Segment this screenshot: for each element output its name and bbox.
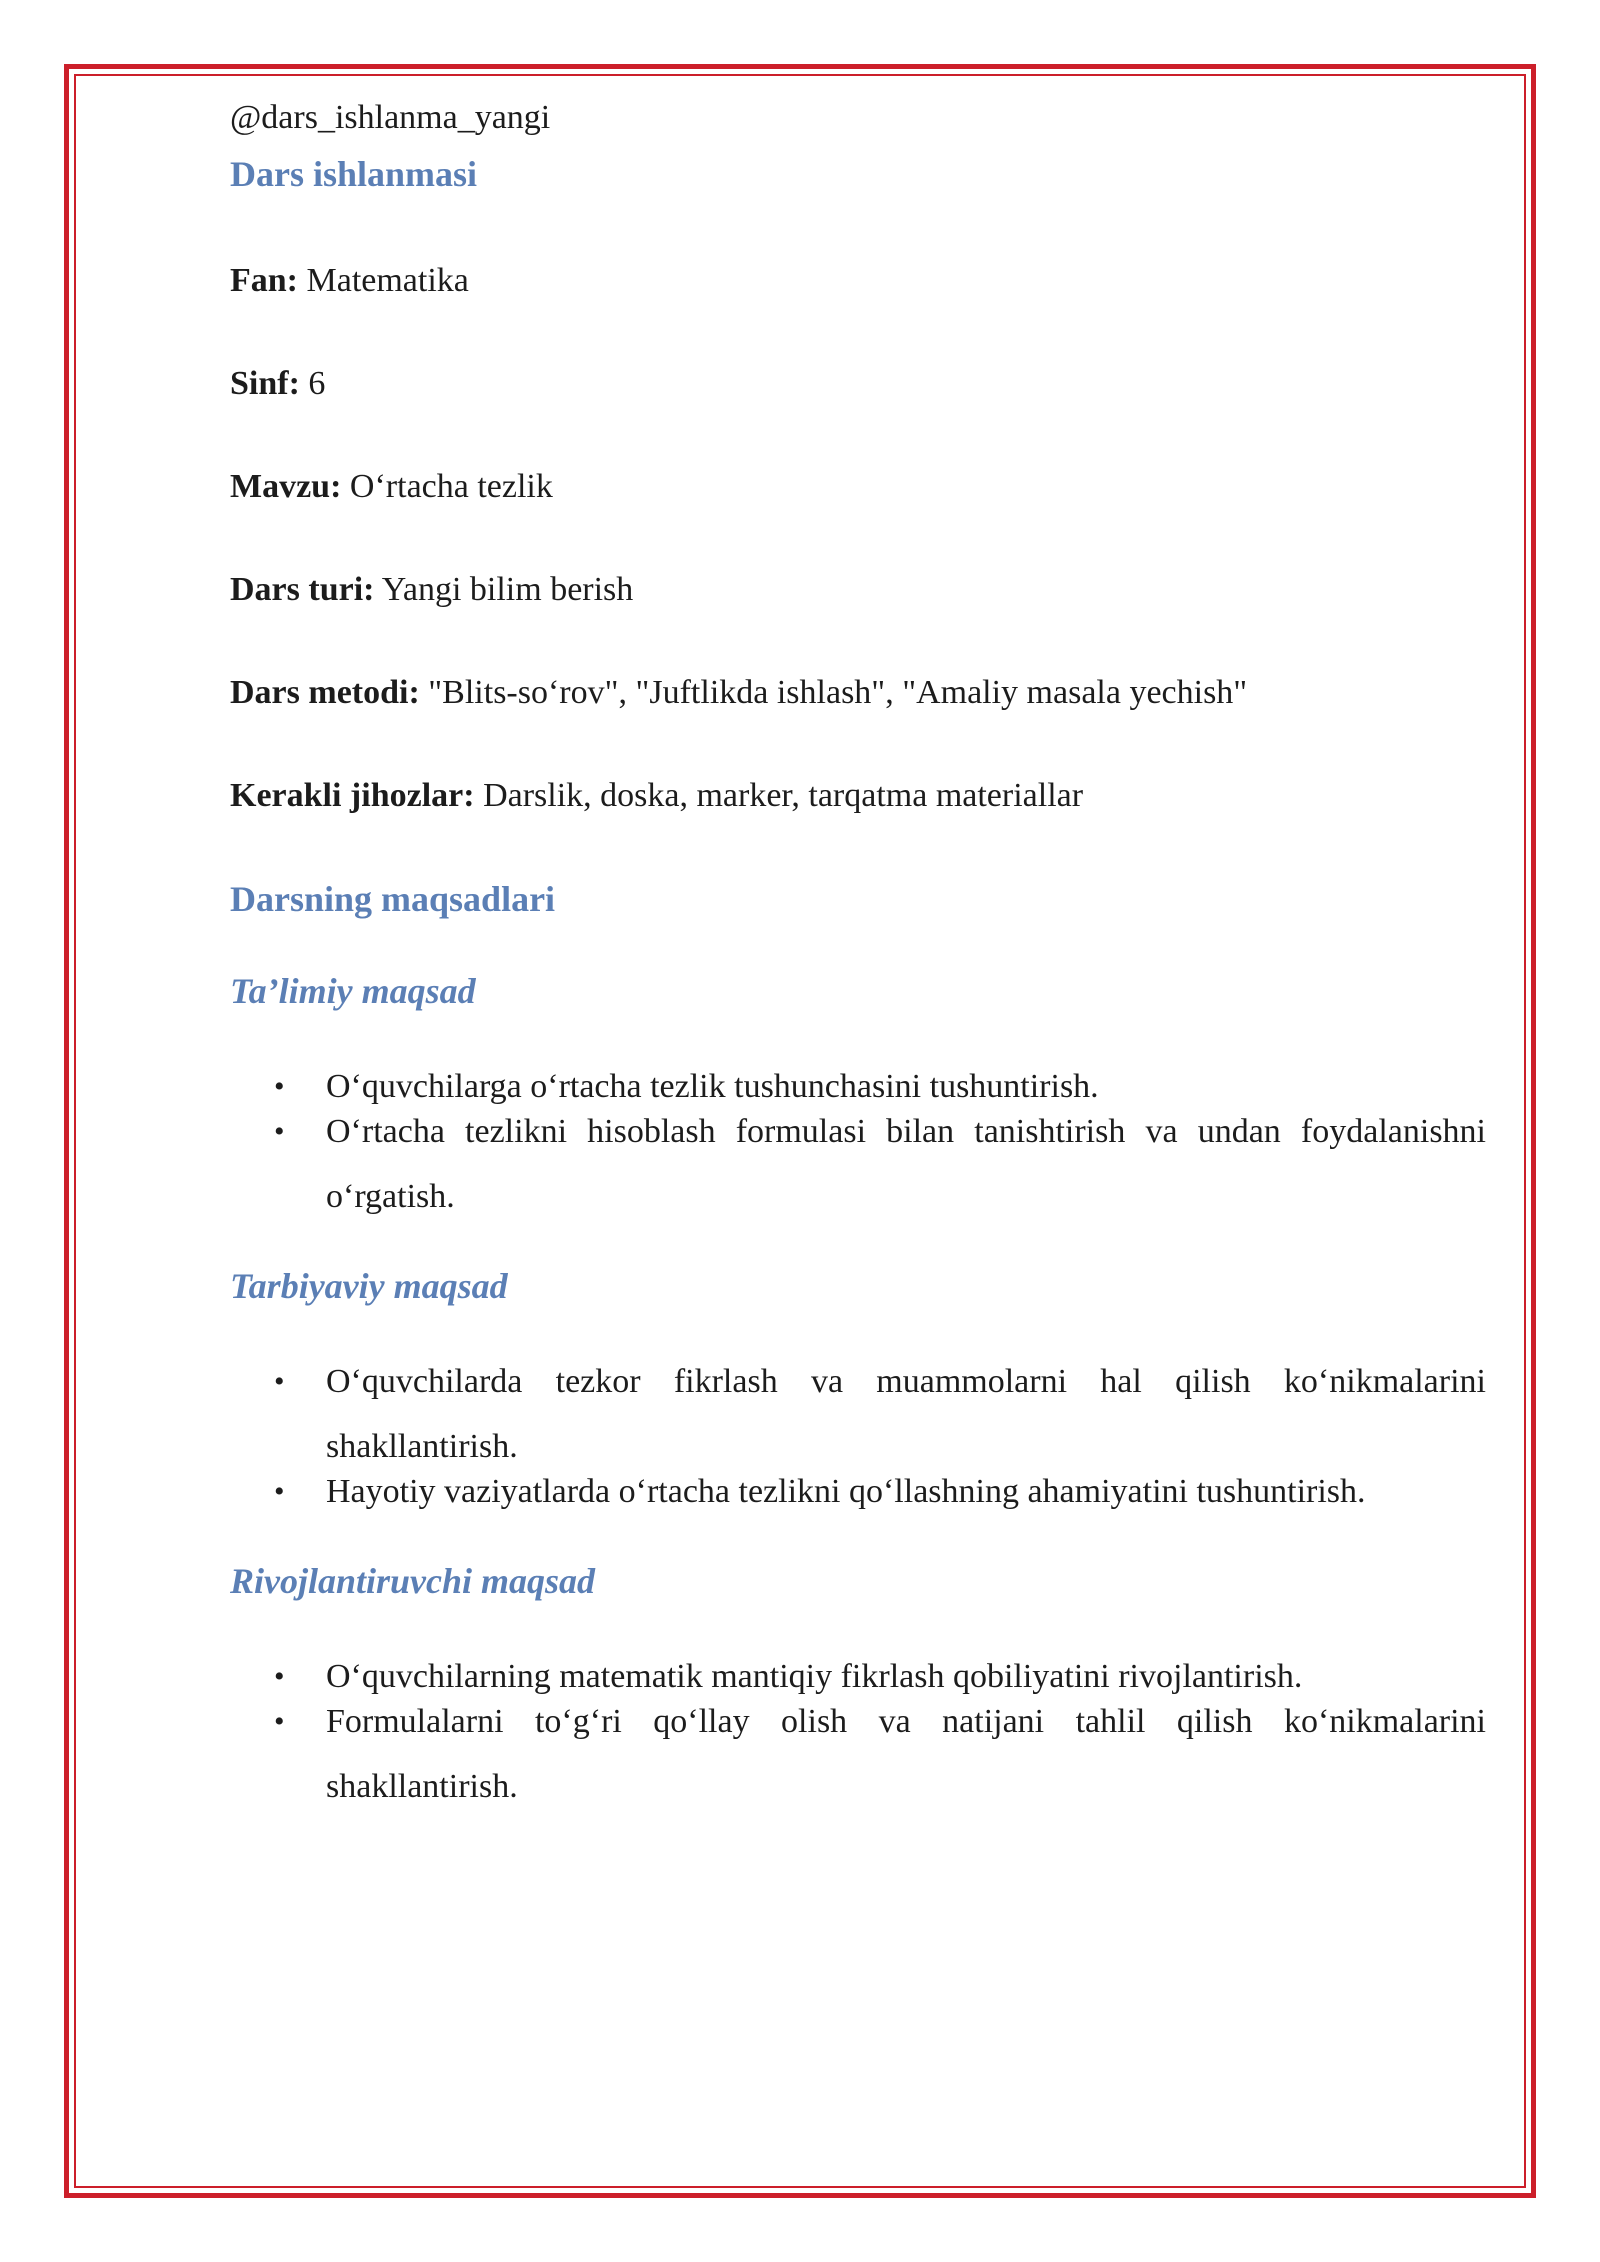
goal-heading-developmental: Rivojlantiruvchi maqsad	[230, 1561, 596, 1601]
goal-list-educational	[230, 1054, 1486, 1229]
list-item	[230, 1459, 1486, 1524]
meta-value: O‘rtacha tezlik	[349, 468, 553, 505]
bullet-icon: •	[274, 1070, 285, 1103]
meta-value: Darslik, doska, marker, tarqatma materiallar	[483, 777, 1084, 814]
list-item-text: O‘quvchilarga o‘rtacha tezlik tushunchasini tushuntirish.	[326, 1068, 1099, 1105]
list-item	[230, 1689, 1486, 1819]
meta-label: Fan:	[230, 262, 298, 299]
bullet-icon: •	[274, 1660, 285, 1693]
lesson-plan	[230, 90, 1486, 1819]
bullet-icon: •	[274, 1475, 285, 1508]
meta-grade	[230, 360, 1486, 408]
list-item-text: O‘rtacha tezlikni hisoblash formulasi bilan tanishtirish va undan foydalanishni o‘rgatish.	[326, 1113, 1486, 1215]
meta-label: Dars metodi:	[230, 674, 420, 711]
meta-equipment	[230, 772, 1486, 820]
goals-heading: Darsning maqsadlari	[230, 879, 556, 919]
list-item	[230, 1099, 1486, 1229]
bullet-icon: •	[274, 1705, 285, 1738]
list-item-text: O‘quvchilarda tezkor fikrlash va muammolarni hal qilish ko‘nikmalarini shakllantirish.	[326, 1363, 1486, 1465]
list-item-text: O‘quvchilarning matematik mantiqiy fikrlash qobiliyatini rivojlantirish.	[326, 1658, 1303, 1695]
meta-value: "Blits-so‘rov", "Juftlikda ishlash", "Amaliy masala yechish"	[428, 674, 1248, 711]
document-title: Dars ishlanmasi	[230, 154, 478, 194]
meta-value: 6	[308, 365, 326, 402]
goal-heading-upbringing: Tarbiyaviy maqsad	[230, 1266, 508, 1306]
bullet-icon: •	[274, 1115, 285, 1148]
bullet-icon: •	[274, 1365, 285, 1398]
goal-heading-educational: Ta’limiy maqsad	[230, 971, 476, 1011]
meta-label: Kerakli jihozlar:	[230, 777, 475, 814]
list-item-text: Hayotiy vaziyatlarda o‘rtacha tezlikni qo‘llashning ahamiyatini tushuntirish.	[326, 1473, 1366, 1510]
list-item-text: Formulalarni to‘g‘ri qo‘llay olish va natijani tahlil qilish ko‘nikmalarini shakllantirish.	[326, 1703, 1486, 1805]
channel-handle: @dars_ishlanma_yangi	[230, 99, 551, 136]
goal-list-upbringing	[230, 1349, 1486, 1524]
meta-methods	[230, 669, 1486, 717]
meta-value: Matematika	[306, 262, 469, 299]
meta-value: Yangi bilim berish	[381, 571, 634, 608]
meta-subject	[230, 257, 1486, 305]
meta-label: Sinf:	[230, 365, 300, 402]
meta-topic	[230, 463, 1486, 511]
meta-label: Mavzu:	[230, 468, 342, 505]
goal-list-developmental	[230, 1644, 1486, 1819]
meta-label: Dars turi:	[230, 571, 375, 608]
meta-lesson-type	[230, 566, 1486, 614]
